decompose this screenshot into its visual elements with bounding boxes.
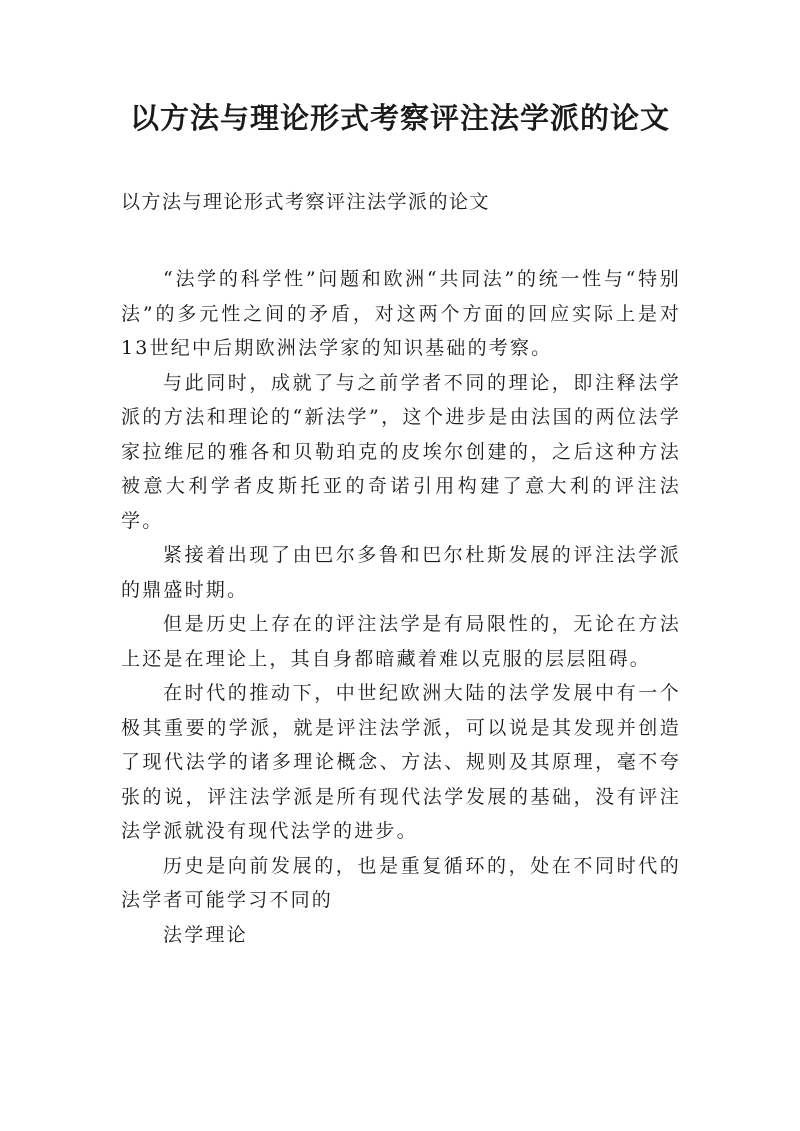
paragraph-6: 历史是向前发展的，也是重复循环的，处在不同时代的法学者可能学习不同的	[121, 854, 681, 911]
paragraph-1: “法学的科学性”问题和欧洲“共同法”的统一性与“特别法”的多元性之间的矛盾，对这两个方面的回应实际上是对13世纪中后期欧洲法学家的知识基础的考察。	[121, 268, 681, 359]
paragraph-7: 法学理论	[163, 923, 248, 946]
paragraph-5: 在时代的推动下，中世纪欧洲大陆的法学发展中有一个极其重要的学派，就是评注法学派，可以说是其发现并创造了现代法学的诸多理论概念、方法、规则及其原理，毫不夸张的说，评注法学派是所有现代法学发展的基础，没有评注法学派就没有现代法学的进步。	[121, 682, 681, 842]
document-body	[121, 262, 681, 952]
paragraph-2: 与此同时，成就了与之前学者不同的理论，即注释法学派的方法和理论的“新法学”，这个进步是由法国的两位法学家拉维尼的雅各和贝勒珀克的皮埃尔创建的，之后这种方法被意大利学者皮斯托亚的奇诺引用构建了意大利的评注法学。	[121, 371, 681, 532]
document-title: 以方法与理论形式考察评注法学派的论文	[129, 101, 670, 135]
paragraph-3: 紧接着出现了由巴尔多鲁和巴尔杜斯发展的评注法学派的鼎盛时期。	[121, 544, 681, 601]
document-subtitle: 以方法与理论形式考察评注法学派的论文	[121, 191, 491, 213]
paragraph-4: 但是历史上存在的评注法学是有局限性的，无论在方法上还是在理论上，其自身都暗藏着难以克服的层层阻碍。	[121, 613, 681, 670]
